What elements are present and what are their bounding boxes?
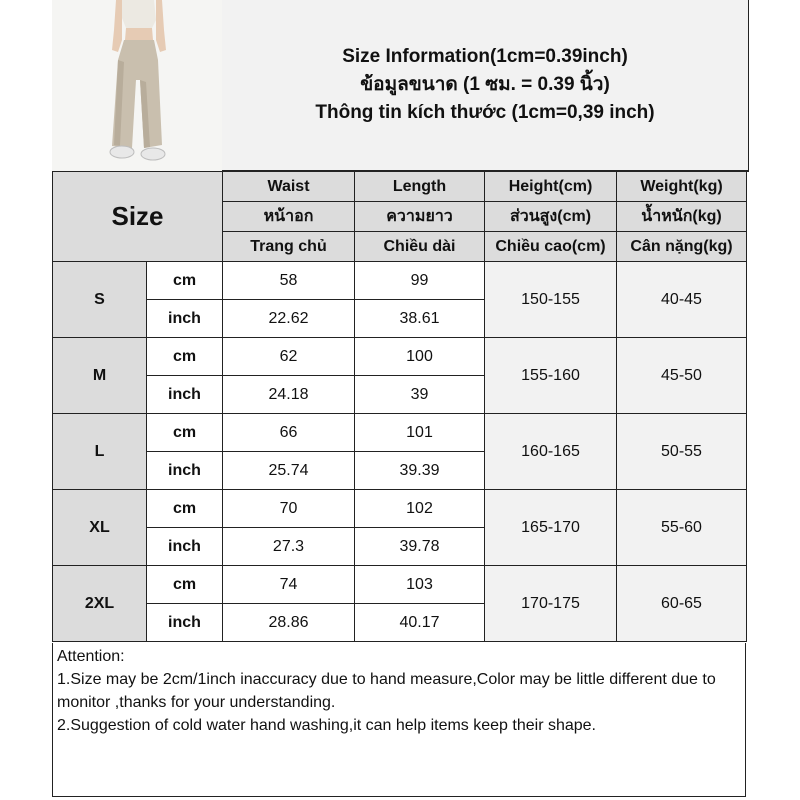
weight-range: 60-65 — [617, 566, 747, 642]
col-waist-th: หน้าอก — [223, 202, 355, 232]
length-inch: 38.61 — [355, 300, 485, 338]
unit-cm: cm — [147, 338, 223, 376]
col-length-vi: Chiều dài — [355, 232, 485, 262]
height-range: 155-160 — [485, 338, 617, 414]
waist-inch: 25.74 — [223, 452, 355, 490]
waist-inch: 28.86 — [223, 604, 355, 642]
col-weight-en: Weight(kg) — [617, 172, 747, 202]
col-waist-en: Waist — [223, 172, 355, 202]
unit-inch: inch — [147, 452, 223, 490]
length-inch: 39 — [355, 376, 485, 414]
table-row — [53, 490, 747, 528]
product-photo — [52, 0, 224, 174]
height-range: 160-165 — [485, 414, 617, 490]
size-table — [52, 171, 747, 642]
table-row — [53, 414, 747, 452]
unit-cm: cm — [147, 414, 223, 452]
waist-inch: 27.3 — [223, 528, 355, 566]
col-height-vi: Chiều cao(cm) — [485, 232, 617, 262]
attention-title: Attention: — [57, 648, 125, 665]
height-range: 150-155 — [485, 262, 617, 338]
length-cm: 100 — [355, 338, 485, 376]
size-column-header: Size — [53, 172, 223, 262]
table-row — [53, 566, 747, 604]
waist-cm: 66 — [223, 414, 355, 452]
unit-inch: inch — [147, 376, 223, 414]
col-length-en: Length — [355, 172, 485, 202]
length-cm: 103 — [355, 566, 485, 604]
waist-inch: 22.62 — [223, 300, 355, 338]
length-cm: 101 — [355, 414, 485, 452]
waist-inch: 24.18 — [223, 376, 355, 414]
col-height-en: Height(cm) — [485, 172, 617, 202]
unit-inch: inch — [147, 300, 223, 338]
weight-range: 45-50 — [617, 338, 747, 414]
col-weight-vi: Cân nặng(kg) — [617, 232, 747, 262]
unit-inch: inch — [147, 528, 223, 566]
length-inch: 39.39 — [355, 452, 485, 490]
header-line-vietnamese: Thông tin kích thước (1cm=0,39 inch) — [315, 102, 655, 123]
col-height-th: ส่วนสูง(cm) — [485, 202, 617, 232]
header-line-thai: ข้อมูลขนาด (1 ซม. = 0.39 นิ้ว) — [360, 74, 610, 95]
length-cm: 99 — [355, 262, 485, 300]
weight-range: 50-55 — [617, 414, 747, 490]
table-row — [53, 262, 747, 300]
size-label: S — [53, 262, 147, 338]
table-row — [53, 338, 747, 376]
length-inch: 40.17 — [355, 604, 485, 642]
unit-cm: cm — [147, 566, 223, 604]
attention-note-2: 2.Suggestion of cold water hand washing,it can help items keep their shape. — [57, 717, 596, 734]
header-line-english: Size Information(1cm=0.39inch) — [342, 46, 628, 67]
model-photo-icon — [52, 0, 222, 172]
col-length-th: ความยาว — [355, 202, 485, 232]
size-label: XL — [53, 490, 147, 566]
weight-range: 55-60 — [617, 490, 747, 566]
attention-note-1: 1.Size may be 2cm/1inch inaccuracy due to hand measure,Color may be little different due to monitor ,thanks for your understanding. — [57, 671, 716, 711]
waist-cm: 70 — [223, 490, 355, 528]
size-information-header — [222, 0, 749, 172]
unit-cm: cm — [147, 490, 223, 528]
height-range: 170-175 — [485, 566, 617, 642]
waist-cm: 74 — [223, 566, 355, 604]
size-label: L — [53, 414, 147, 490]
length-inch: 39.78 — [355, 528, 485, 566]
unit-inch: inch — [147, 604, 223, 642]
unit-cm: cm — [147, 262, 223, 300]
length-cm: 102 — [355, 490, 485, 528]
size-label: 2XL — [53, 566, 147, 642]
col-weight-th: น้ำหนัก(kg) — [617, 202, 747, 232]
weight-range: 40-45 — [617, 262, 747, 338]
waist-cm: 62 — [223, 338, 355, 376]
col-waist-vi: Trang chủ — [223, 232, 355, 262]
size-label: M — [53, 338, 147, 414]
waist-cm: 58 — [223, 262, 355, 300]
height-range: 165-170 — [485, 490, 617, 566]
attention-notes — [52, 643, 746, 797]
